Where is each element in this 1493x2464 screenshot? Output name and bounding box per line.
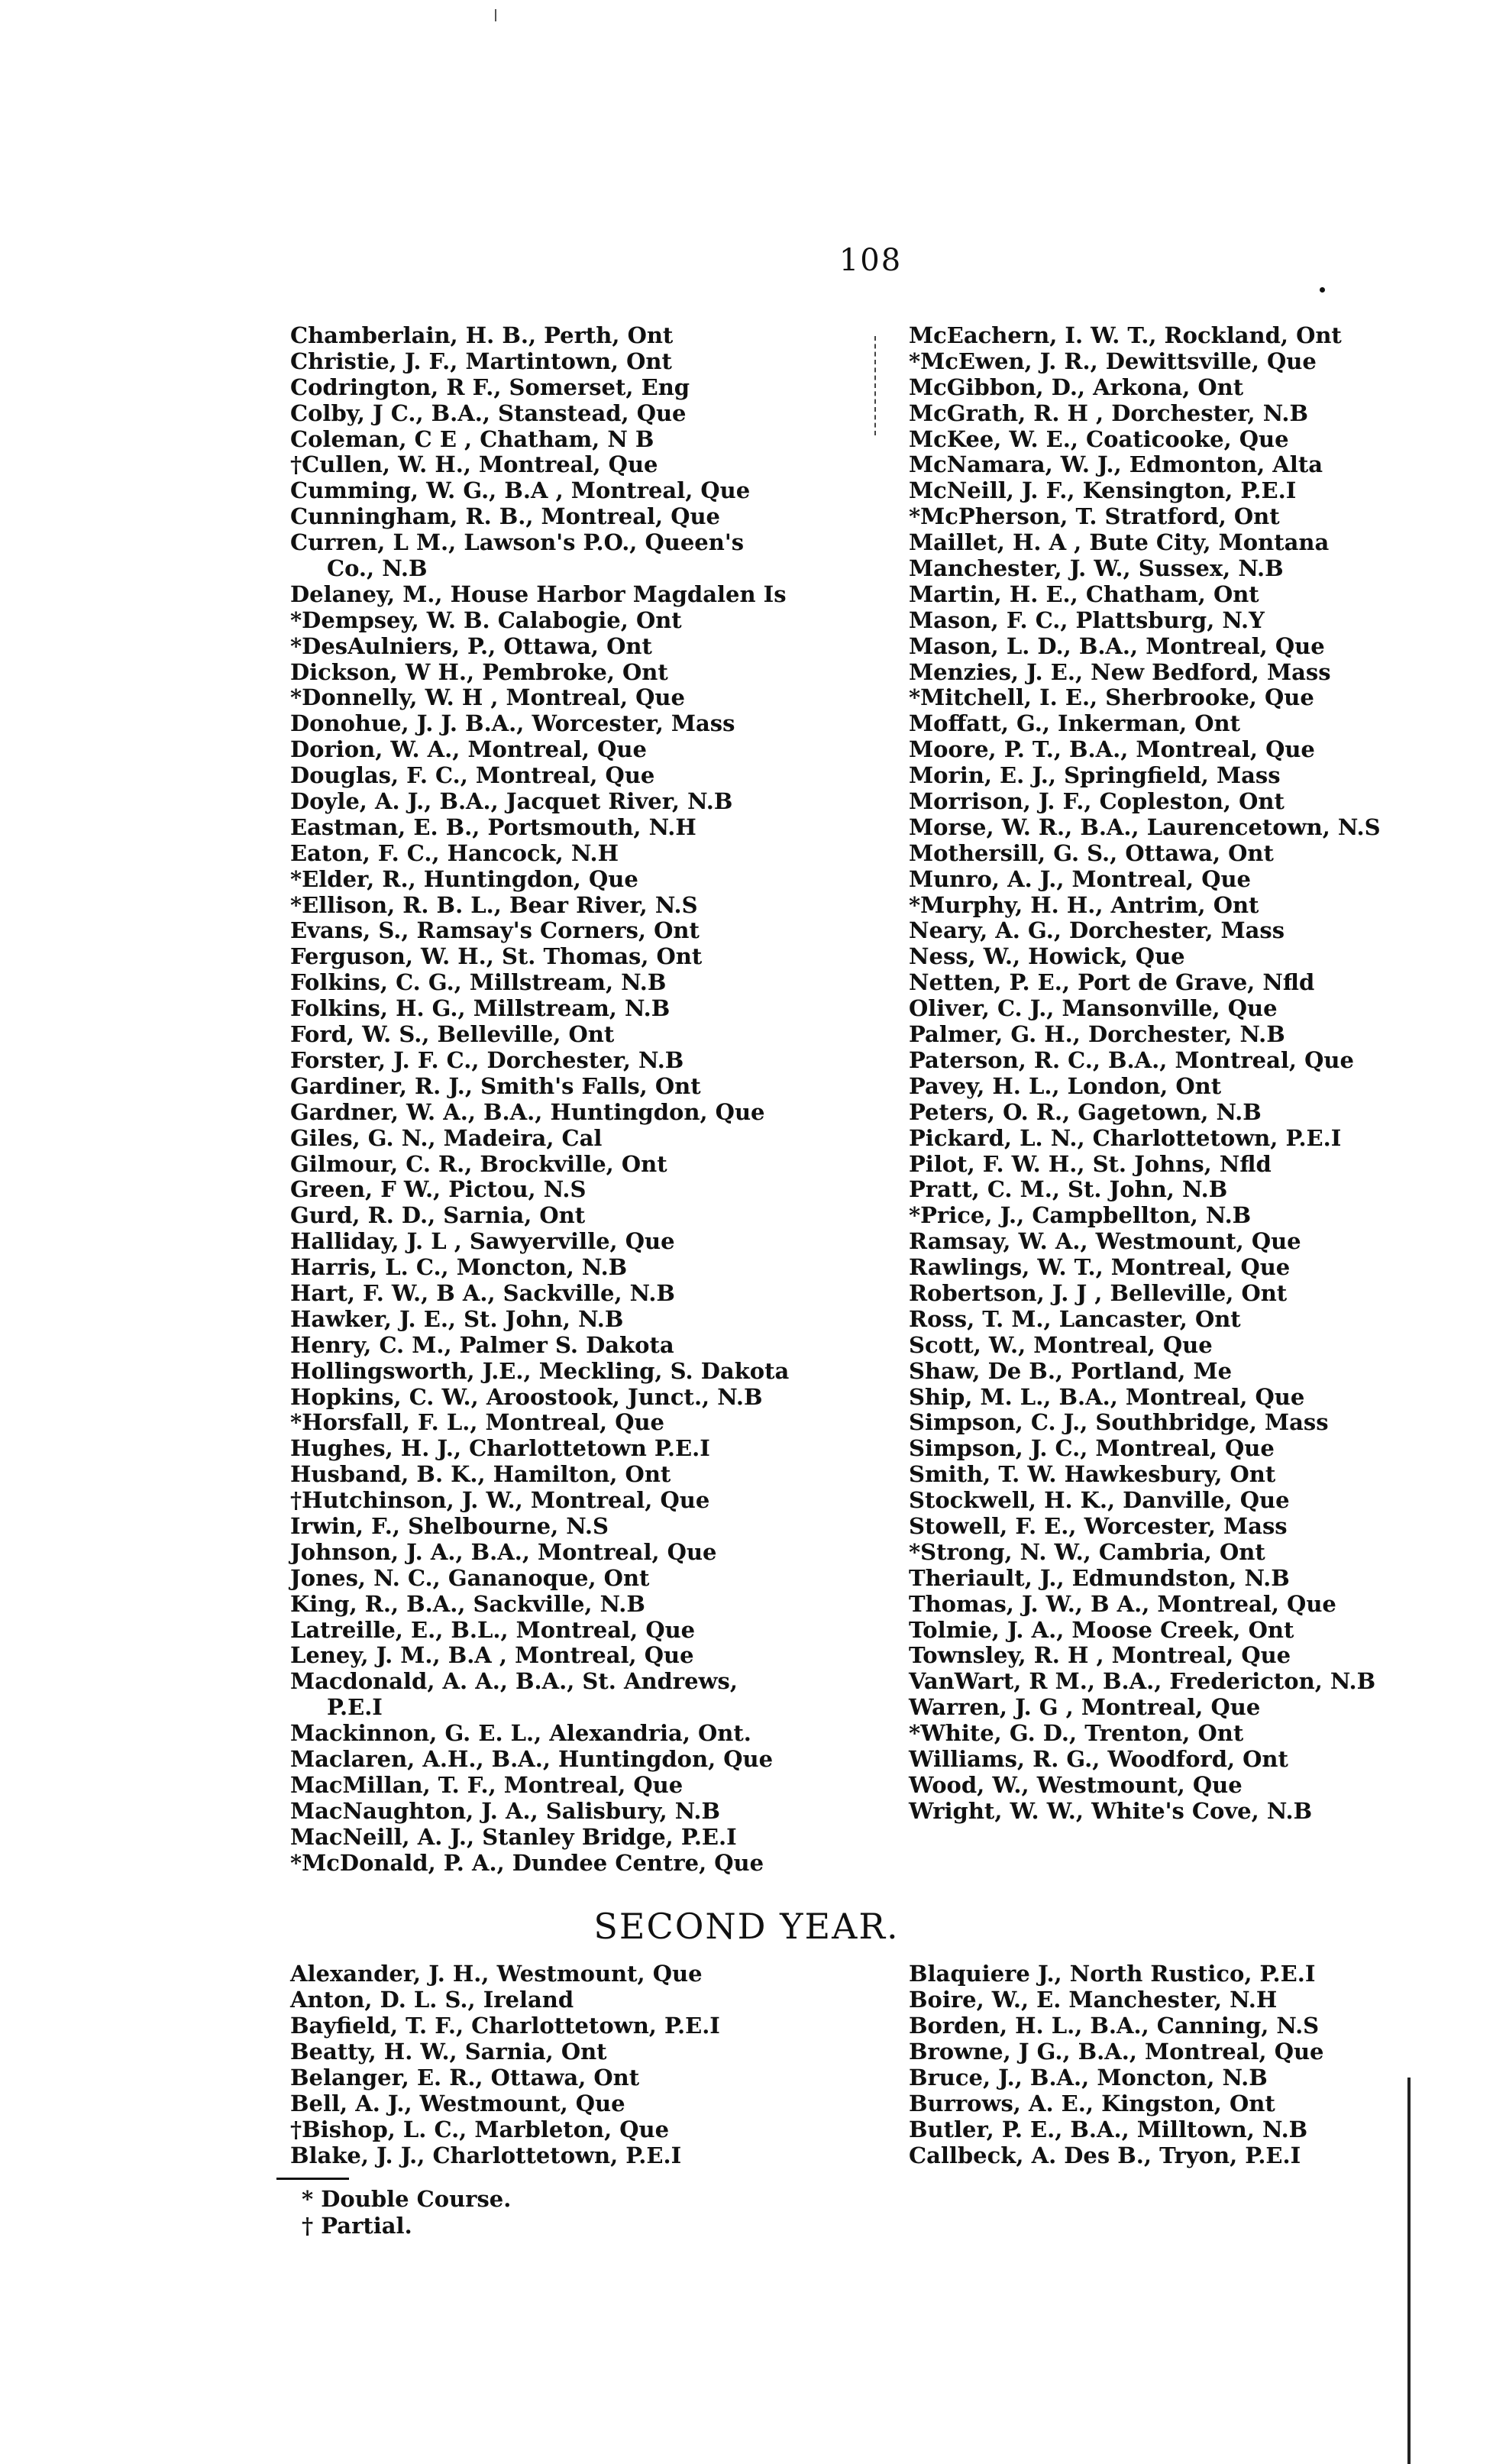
list-entry: Shaw, De B., Portland, Me (909, 1357, 1233, 1384)
list-entry: Jones, N. C., Gananoque, Ont (290, 1564, 650, 1591)
list-entry: *Mitchell, I. E., Sherbrooke, Que (909, 684, 1314, 711)
list-entry: Alexander, J. H., Westmount, Que (290, 1961, 703, 1987)
page-number: 108 (839, 243, 903, 278)
list-entry: Latreille, E., B.L., Montreal, Que (290, 1616, 696, 1643)
list-entry: Donohue, J. J. B.A., Worcester, Mass (290, 710, 735, 737)
list-entry: P.E.I (327, 1694, 383, 1721)
list-entry: Belanger, E. R., Ottawa, Ont (290, 2065, 640, 2091)
list-entry: Robertson, J. J , Belleville, Ont (909, 1279, 1288, 1306)
list-entry: Boire, W., E. Manchester, N.H (909, 1987, 1278, 2013)
list-entry: Evans, S., Ramsay's Corners, Ont (290, 917, 700, 944)
list-entry: Oliver, C. J., Mansonville, Que (909, 995, 1278, 1022)
list-entry: *Donnelly, W. H , Montreal, Que (290, 684, 685, 711)
list-entry: †Cullen, W. H., Montreal, Que (290, 451, 658, 478)
scan-mark (495, 9, 496, 21)
list-entry: Irwin, F., Shelbourne, N.S (290, 1512, 609, 1539)
list-entry: †Hutchinson, J. W., Montreal, Que (290, 1487, 710, 1514)
footnotes (302, 2186, 511, 2239)
list-entry: Beatty, H. W., Sarnia, Ont (290, 2039, 607, 2065)
list-entry: Gardiner, R. J., Smith's Falls, Ont (290, 1072, 701, 1099)
list-entry: Ramsay, W. A., Westmount, Que (909, 1228, 1301, 1255)
list-entry: Tolmie, J. A., Moose Creek, Ont (909, 1616, 1294, 1643)
list-entry: Manchester, J. W., Sussex, N.B (909, 555, 1284, 582)
list-entry: Blake, J. J., Charlottetown, P.E.I (290, 2142, 682, 2168)
list-entry: Simpson, J. C., Montreal, Que (909, 1435, 1275, 1462)
list-entry: Leney, J. M., B.A , Montreal, Que (290, 1642, 694, 1669)
list-entry: Blaquiere J., North Rustico, P.E.I (909, 1961, 1316, 1987)
list-entry: Henry, C. M., Palmer S. Dakota (290, 1331, 674, 1358)
list-entry: Coleman, C E , Chatham, N B (290, 425, 654, 452)
list-entry: MacNaughton, J. A., Salisbury, N.B (290, 1797, 721, 1824)
list-entry: *DesAulniers, P., Ottawa, Ont (290, 632, 652, 659)
list-entry: Butler, P. E., B.A., Milltown, N.B (909, 2116, 1308, 2142)
list-entry: Callbeck, A. Des B., Tryon, P.E.I (909, 2142, 1301, 2168)
list-entry: Stockwell, H. K., Danville, Que (909, 1487, 1290, 1514)
list-entry: McKee, W. E., Coaticooke, Que (909, 425, 1289, 452)
list-entry: Eaton, F. C., Hancock, N.H (290, 839, 619, 866)
list-entry: Dickson, W H., Pembroke, Ont (290, 658, 668, 685)
list-entry: Bruce, J., B.A., Moncton, N.B (909, 2065, 1268, 2091)
list-entry: Johnson, J. A., B.A., Montreal, Que (290, 1538, 717, 1565)
list-entry: Mothersill, G. S., Ottawa, Ont (909, 839, 1274, 866)
list-entry: *Murphy, H. H., Antrim, Ont (909, 891, 1259, 918)
list-entry: Maillet, H. A , Bute City, Montana (909, 529, 1330, 556)
column-separator (874, 336, 876, 435)
list-entry: Smith, T. W. Hawkesbury, Ont (909, 1461, 1276, 1488)
list-entry: Paterson, R. C., B.A., Montreal, Que (909, 1046, 1354, 1073)
list-entry: Macdonald, A. A., B.A., St. Andrews, (290, 1668, 738, 1695)
list-entry: Borden, H. L., B.A., Canning, N.S (909, 2013, 1320, 2039)
list-entry: Simpson, C. J., Southbridge, Mass (909, 1409, 1329, 1436)
list-entry: MacMillan, T. F., Montreal, Que (290, 1771, 683, 1798)
list-entry: Husband, B. K., Hamilton, Ont (290, 1461, 671, 1488)
list-entry: McNamara, W. J., Edmonton, Alta (909, 451, 1323, 478)
list-entry: Cumming, W. G., B.A , Montreal, Que (290, 477, 751, 504)
list-entry: King, R., B.A., Sackville, N.B (290, 1590, 645, 1617)
list-entry: McGibbon, D., Arkona, Ont (909, 373, 1244, 400)
list-entry: Morrison, J. F., Copleston, Ont (909, 788, 1285, 815)
list-entry: Moore, P. T., B.A., Montreal, Que (909, 736, 1315, 763)
list-entry: Curren, L M., Lawson's P.O., Queen's (290, 529, 745, 556)
list-entry: McEachern, I. W. T., Rockland, Ont (909, 322, 1342, 348)
list-entry: Pratt, C. M., St. John, N.B (909, 1176, 1228, 1203)
first-year-left-column (290, 323, 789, 1876)
list-entry: *Horsfall, F. L., Montreal, Que (290, 1409, 664, 1436)
list-entry: Green, F W., Pictou, N.S (290, 1176, 587, 1203)
list-entry: Hawker, J. E., St. John, N.B (290, 1305, 624, 1332)
list-entry: MacNeill, A. J., Stanley Bridge, P.E.I (290, 1823, 737, 1850)
list-entry: Wood, W., Westmount, Que (909, 1771, 1243, 1798)
list-entry: Bell, A. J., Westmount, Que (290, 2091, 625, 2116)
list-entry: *Price, J., Campbellton, N.B (909, 1202, 1252, 1229)
list-entry: McGrath, R. H , Dorchester, N.B (909, 399, 1309, 426)
list-entry: Ness, W., Howick, Que (909, 943, 1185, 970)
scan-dot (1320, 287, 1325, 293)
list-entry: Douglas, F. C., Montreal, Que (290, 762, 655, 789)
list-entry: Hart, F. W., B A., Sackville, N.B (290, 1279, 675, 1306)
list-entry: Harris, L. C., Moncton, N.B (290, 1254, 628, 1281)
list-entry: Codrington, R F., Somerset, Eng (290, 373, 690, 400)
list-entry: Ford, W. S., Belleville, Ont (290, 1021, 615, 1048)
list-entry: Rawlings, W. T., Montreal, Que (909, 1254, 1291, 1281)
list-entry: *Dempsey, W. B. Calabogie, Ont (290, 606, 682, 633)
list-entry: Ross, T. M., Lancaster, Ont (909, 1305, 1241, 1332)
list-entry: VanWart, R M., B.A., Fredericton, N.B (909, 1668, 1376, 1695)
list-entry: Hughes, H. J., Charlottetown P.E.I (290, 1435, 710, 1462)
list-entry: Neary, A. G., Dorchester, Mass (909, 917, 1285, 944)
list-entry: *Strong, N. W., Cambria, Ont (909, 1538, 1265, 1565)
list-entry: Scott, W., Montreal, Que (909, 1331, 1213, 1358)
list-entry: Forster, J. F. C., Dorchester, N.B (290, 1046, 684, 1073)
list-entry: Pickard, L. N., Charlottetown, P.E.I (909, 1124, 1342, 1151)
section-heading-second-year: SECOND YEAR. (593, 1906, 900, 1947)
list-entry: †Bishop, L. C., Marbleton, Que (290, 2116, 670, 2142)
list-entry: Pavey, H. L., London, Ont (909, 1072, 1222, 1099)
list-entry: Eastman, E. B., Portsmouth, N.H (290, 813, 696, 840)
list-entry: *White, G. D., Trenton, Ont (909, 1720, 1244, 1747)
list-entry: Stowell, F. E., Worcester, Mass (909, 1512, 1288, 1539)
list-entry: Gardner, W. A., B.A., Huntingdon, Que (290, 1098, 765, 1125)
list-entry: Netten, P. E., Port de Grave, Nfld (909, 969, 1315, 996)
list-entry: McNeill, J. F., Kensington, P.E.I (909, 477, 1297, 504)
list-entry: Hollingsworth, J.E., Meckling, S. Dakota (290, 1357, 790, 1384)
list-entry: *McPherson, T. Stratford, Ont (909, 503, 1280, 530)
list-entry: Bayfield, T. F., Charlottetown, P.E.I (290, 2013, 720, 2039)
list-entry: Mason, F. C., Plattsburg, N.Y (909, 606, 1265, 633)
list-entry: Mason, L. D., B.A., Montreal, Que (909, 632, 1325, 659)
list-entry: Folkins, C. G., Millstream, N.B (290, 969, 667, 996)
list-entry: Maclaren, A.H., B.A., Huntingdon, Que (290, 1745, 774, 1772)
list-entry: Colby, J C., B.A., Stanstead, Que (290, 399, 687, 426)
first-year-right-column (909, 323, 1381, 1825)
list-entry: Anton, D. L. S., Ireland (290, 1987, 574, 2013)
list-entry: Christie, J. F., Martintown, Ont (290, 348, 672, 374)
list-entry: *McEwen, J. R., Dewittsville, Que (909, 348, 1317, 374)
list-entry: Browne, J G., B.A., Montreal, Que (909, 2039, 1324, 2065)
list-entry: *McDonald, P. A., Dundee Centre, Que (290, 1849, 764, 1876)
list-entry: Dorion, W. A., Montreal, Que (290, 736, 647, 763)
page-edge-line (1407, 2078, 1411, 2464)
list-entry: Burrows, A. E., Kingston, Ont (909, 2091, 1275, 2116)
list-entry: Townsley, R. H , Montreal, Que (909, 1642, 1291, 1669)
list-entry: Moffatt, G., Inkerman, Ont (909, 710, 1241, 737)
list-entry: Morin, E. J., Springfield, Mass (909, 762, 1281, 789)
list-entry: Pilot, F. W. H., St. Johns, Nfld (909, 1150, 1272, 1177)
list-entry: Theriault, J., Edmundston, N.B (909, 1564, 1290, 1591)
list-entry: Martin, H. E., Chatham, Ont (909, 580, 1259, 607)
list-entry: Ship, M. L., B.A., Montreal, Que (909, 1383, 1305, 1410)
list-entry: Menzies, J. E., New Bedford, Mass (909, 658, 1331, 685)
list-entry: *Elder, R., Huntingdon, Que (290, 865, 638, 892)
list-entry: Doyle, A. J., B.A., Jacquet River, N.B (290, 788, 733, 815)
second-year-left-column (290, 1961, 720, 2168)
list-entry: Giles, G. N., Madeira, Cal (290, 1124, 603, 1151)
list-entry: Folkins, H. G., Millstream, N.B (290, 995, 671, 1022)
list-entry: Mackinnon, G. E. L., Alexandria, Ont. (290, 1720, 751, 1747)
list-entry: Co., N.B (327, 555, 428, 582)
footnote-double-course: * Double Course. (302, 2186, 512, 2212)
footnote-rule (276, 2178, 349, 2180)
list-entry: Wright, W. W., White's Cove, N.B (909, 1797, 1313, 1824)
list-entry: *Ellison, R. B. L., Bear River, N.S (290, 891, 698, 918)
list-entry: Palmer, G. H., Dorchester, N.B (909, 1021, 1285, 1048)
list-entry: Thomas, J. W., B A., Montreal, Que (909, 1590, 1336, 1617)
list-entry: Morse, W. R., B.A., Laurencetown, N.S (909, 813, 1381, 840)
footnote-partial: † Partial. (302, 2213, 412, 2239)
list-entry: Gilmour, C. R., Brockville, Ont (290, 1150, 667, 1177)
list-entry: Chamberlain, H. B., Perth, Ont (290, 322, 674, 348)
list-entry: Delaney, M., House Harbor Magdalen Is (290, 580, 787, 607)
list-entry: Peters, O. R., Gagetown, N.B (909, 1098, 1262, 1125)
list-entry: Halliday, J. L , Sawyerville, Que (290, 1228, 675, 1255)
list-entry: Hopkins, C. W., Aroostook, Junct., N.B (290, 1383, 763, 1410)
second-year-right-column (909, 1961, 1324, 2168)
list-entry: Gurd, R. D., Sarnia, Ont (290, 1202, 586, 1229)
list-entry: Munro, A. J., Montreal, Que (909, 865, 1251, 892)
list-entry: Cunningham, R. B., Montreal, Que (290, 503, 721, 530)
list-entry: Warren, J. G , Montreal, Que (909, 1694, 1261, 1721)
list-entry: Ferguson, W. H., St. Thomas, Ont (290, 943, 703, 970)
list-entry: Williams, R. G., Woodford, Ont (909, 1745, 1288, 1772)
